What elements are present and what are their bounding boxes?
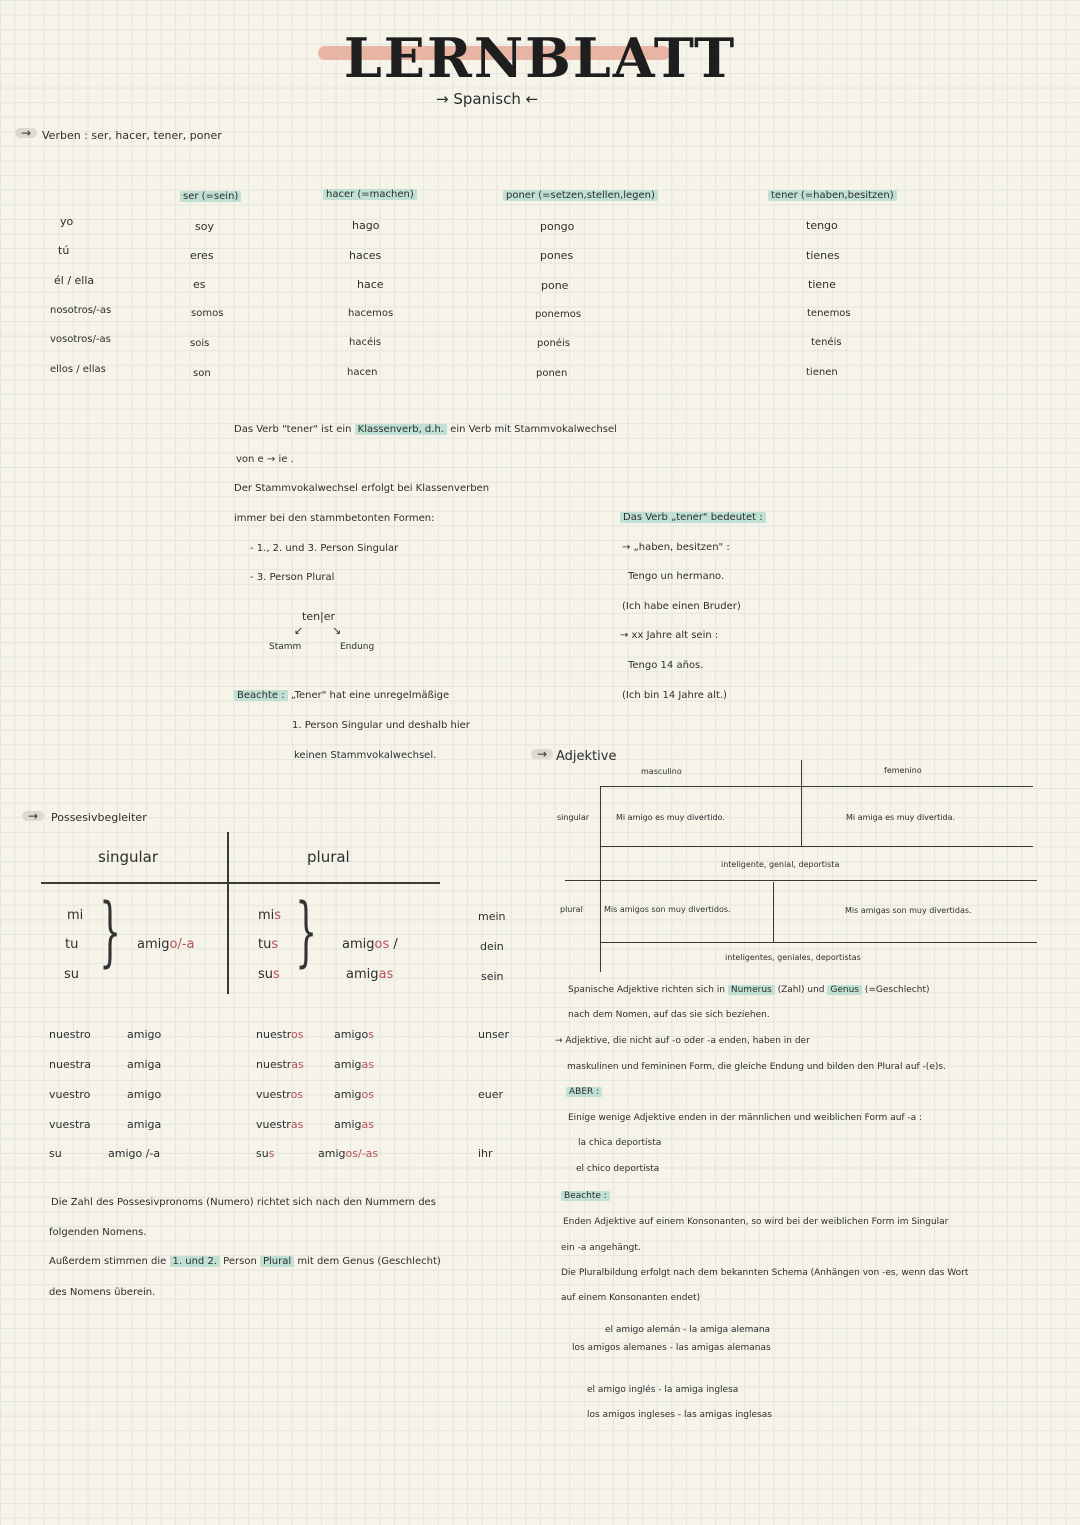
poner-form: ponemos bbox=[535, 309, 582, 320]
slash: / bbox=[389, 937, 398, 952]
highlight: Genus bbox=[827, 985, 862, 995]
tener-form: tenemos bbox=[807, 308, 851, 319]
plur-m: Mis amigos son muy divertidos. bbox=[604, 905, 731, 914]
ser-form: eres bbox=[190, 249, 214, 262]
ending: as bbox=[361, 1058, 374, 1071]
text: mit dem Genus (Geschlecht) bbox=[297, 1256, 441, 1267]
stem: amig bbox=[334, 1118, 362, 1131]
hacer-form: hace bbox=[357, 278, 384, 291]
stem: su bbox=[258, 967, 274, 982]
ending: os bbox=[361, 1088, 374, 1101]
adj-example: los amigos ingleses - las amigas inglesas bbox=[587, 1410, 772, 1420]
pronoun: vosotros/-as bbox=[50, 334, 111, 345]
adj-line bbox=[600, 846, 1033, 847]
highlight: 1. und 2. bbox=[170, 1256, 220, 1267]
singular-label: singular bbox=[557, 813, 590, 822]
plur-noun bbox=[334, 1088, 374, 1101]
tener-note-line1 bbox=[234, 424, 617, 435]
adjektive-heading: Adjektive bbox=[556, 749, 617, 764]
plur-pron bbox=[258, 937, 278, 952]
bedeutet-line: → „haben, besitzen" : bbox=[622, 542, 730, 553]
tener-note-line2: von e → ie . bbox=[236, 454, 294, 465]
bedeutet-line: Tengo un hermano. bbox=[628, 571, 725, 582]
ser-form: sois bbox=[190, 338, 210, 349]
ending: s bbox=[268, 1147, 275, 1160]
plural-label: plural bbox=[560, 905, 583, 914]
german-word: ihr bbox=[478, 1147, 493, 1160]
hacer-form: hacéis bbox=[349, 337, 382, 348]
pronoun: él / ella bbox=[54, 274, 95, 287]
sing-possessive: nuestro bbox=[49, 1028, 91, 1041]
german-word: unser bbox=[478, 1028, 509, 1041]
adj-example: los amigos alemanes - las amigas alemanas bbox=[572, 1343, 771, 1353]
stem: amig bbox=[334, 1088, 362, 1101]
pronoun: nosotros/-as bbox=[50, 305, 112, 316]
adj-line bbox=[600, 942, 1037, 943]
adj-note10: Die Pluralbildung erfolgt nach dem bekannten Schema (Anhängen von -es, wenn das Wort bbox=[561, 1268, 969, 1278]
beachte-line1 bbox=[234, 690, 449, 701]
text: Außerdem stimmen die bbox=[49, 1256, 167, 1267]
pronoun: tú bbox=[58, 244, 70, 257]
sing-noun: amigo /-a bbox=[108, 1147, 161, 1160]
poner-form: ponéis bbox=[537, 338, 570, 349]
adj-vline-left bbox=[600, 786, 601, 972]
possessiv-note3 bbox=[49, 1256, 441, 1267]
arrow-icon: → bbox=[531, 749, 553, 759]
tener-note-line5: - 1., 2. und 3. Person Singular bbox=[250, 543, 399, 554]
bedeutet-line: (Ich bin 14 Jahre alt.) bbox=[622, 690, 727, 701]
table-h-line bbox=[41, 882, 440, 884]
stem: amigo bbox=[334, 1028, 369, 1041]
plur-possessive bbox=[256, 1028, 304, 1041]
endung-label: Endung bbox=[340, 642, 375, 652]
plural-header: plural bbox=[307, 848, 350, 866]
ending: os bbox=[374, 937, 390, 952]
poner-form: ponen bbox=[536, 368, 568, 379]
adj-note2: nach dem Nomen, auf das sie sich beziehen. bbox=[568, 1010, 770, 1020]
arrow-right-icon: → bbox=[436, 90, 449, 108]
poner-form: pone bbox=[541, 279, 569, 292]
tener-note-line4: immer bei den stammbetonten Formen: bbox=[234, 513, 435, 524]
col-poner: poner (=setzen,stellen,legen) bbox=[503, 190, 658, 201]
german-word: sein bbox=[481, 970, 504, 983]
sing-possessive: su bbox=[49, 1147, 62, 1160]
sing-m: Mi amigo es muy divertido. bbox=[616, 813, 725, 822]
ending: as bbox=[290, 1118, 304, 1131]
stem: amig bbox=[318, 1147, 346, 1160]
tener-form: tienes bbox=[806, 249, 840, 262]
adj-note8: Enden Adjektive auf einem Konsonanten, so wird bei der weiblichen Form im Singular bbox=[563, 1217, 949, 1227]
ending: os/-as bbox=[345, 1147, 379, 1160]
text: Das Verb "tener" ist ein bbox=[234, 424, 352, 435]
sing-both: inteligente, genial, deportista bbox=[721, 860, 840, 869]
ending: s bbox=[273, 967, 280, 982]
ser-form: es bbox=[193, 278, 206, 291]
ending: o/-a bbox=[169, 937, 195, 952]
plur-pron bbox=[258, 967, 280, 982]
stamm-label: Stamm bbox=[269, 642, 302, 652]
plur-f: Mis amigas son muy divertidas. bbox=[845, 906, 972, 915]
tener-note-line6: - 3. Person Plural bbox=[250, 572, 335, 583]
possessiv-heading: Possesivbegleiter bbox=[51, 811, 147, 824]
tener-form: tiene bbox=[808, 278, 836, 291]
text: (=Geschlecht) bbox=[864, 985, 930, 995]
adj-line bbox=[600, 786, 1033, 787]
table-v-line bbox=[227, 832, 229, 994]
femenino-header: femenino bbox=[884, 766, 922, 775]
stem: vuestr bbox=[256, 1088, 291, 1101]
ser-form: soy bbox=[195, 220, 214, 233]
plur-possessive bbox=[256, 1118, 303, 1131]
adj-example: el amigo alemán - la amiga alemana bbox=[605, 1325, 771, 1335]
ending: as bbox=[291, 1058, 304, 1071]
possessiv-note1: Die Zahl des Possesivpronoms (Numero) richtet sich nach den Nummern des bbox=[51, 1197, 436, 1208]
stem: amig bbox=[137, 937, 170, 952]
sing-possessive: vuestro bbox=[49, 1088, 91, 1101]
col-ser: ser (=sein) bbox=[180, 191, 241, 202]
plur-pron bbox=[258, 908, 281, 923]
text: Person bbox=[223, 1256, 257, 1267]
ending: s bbox=[271, 937, 279, 952]
highlight: Numerus bbox=[728, 985, 775, 995]
plur-possessive bbox=[256, 1058, 304, 1071]
adj-vline bbox=[801, 760, 802, 846]
stem: nuestr bbox=[256, 1058, 292, 1071]
ser-form: son bbox=[193, 368, 211, 379]
ending: os bbox=[290, 1088, 304, 1101]
ending: as bbox=[378, 967, 394, 982]
arrow-left-icon: ← bbox=[525, 90, 539, 108]
arrow-icon: → bbox=[22, 811, 44, 821]
stem: vuestr bbox=[256, 1118, 291, 1131]
sing-noun: amigo bbox=[127, 1028, 162, 1041]
text: Spanische Adjektive richten sich in bbox=[568, 985, 725, 995]
sing-noun: amiga bbox=[127, 1118, 162, 1131]
bedeutet-heading: Das Verb „tener" bedeutet : bbox=[620, 512, 766, 523]
ending: os bbox=[291, 1028, 304, 1041]
tener-form: tienen bbox=[806, 367, 838, 378]
ser-form: somos bbox=[191, 308, 224, 319]
singular-header: singular bbox=[98, 848, 159, 866]
german-word: mein bbox=[478, 910, 506, 923]
bedeutet-line: (Ich habe einen Bruder) bbox=[622, 601, 741, 612]
hacer-form: hacen bbox=[347, 367, 378, 378]
beachte-line3: keinen Stammvokalwechsel. bbox=[294, 750, 437, 761]
possessiv-note2: folgenden Nomens. bbox=[49, 1227, 147, 1238]
brace-icon: } bbox=[295, 886, 318, 975]
bedeutet-line: → xx Jahre alt sein : bbox=[620, 630, 719, 641]
pronoun: yo bbox=[60, 215, 74, 228]
text: (Zahl) und bbox=[777, 985, 825, 995]
stem: amig bbox=[346, 967, 379, 982]
tener-form: tenéis bbox=[811, 337, 842, 348]
tener-note-line3: Der Stammvokalwechsel erfolgt bei Klassenverben bbox=[234, 483, 490, 494]
adj-note5: Einige wenige Adjektive enden in der männlichen und weiblichen Form auf -a : bbox=[568, 1113, 923, 1123]
sing-f: Mi amiga es muy divertida. bbox=[846, 813, 956, 822]
sing-possessive: vuestra bbox=[49, 1118, 91, 1131]
hacer-form: hago bbox=[352, 219, 380, 232]
ending: as bbox=[361, 1118, 374, 1131]
aber-label: ABER : bbox=[566, 1087, 602, 1097]
subtitle bbox=[436, 90, 538, 108]
german-word: dein bbox=[480, 940, 504, 953]
adj-note4: maskulinen und femininen Form, die gleiche Endung und bilden den Plural auf -(e)s. bbox=[567, 1062, 946, 1072]
text: „Tener" hat eine unregelmäßige bbox=[290, 690, 450, 701]
hacer-form: hacemos bbox=[348, 308, 394, 319]
adj-example: el amigo inglés - la amiga inglesa bbox=[587, 1385, 739, 1395]
stem: tu bbox=[258, 937, 272, 952]
poner-form: pones bbox=[540, 249, 574, 262]
plur-noun bbox=[342, 937, 398, 952]
arrow-icon: → bbox=[15, 128, 37, 138]
adj-note6: la chica deportista bbox=[578, 1138, 662, 1148]
adj-line bbox=[565, 880, 1037, 881]
adj-note9: ein -a angehängt. bbox=[561, 1243, 641, 1253]
plur-noun bbox=[334, 1028, 374, 1041]
plur-noun bbox=[346, 967, 393, 982]
beachte-line2: 1. Person Singular und deshalb hier bbox=[292, 720, 470, 731]
bedeutet-line: Tengo 14 años. bbox=[628, 660, 704, 671]
ending: s bbox=[368, 1028, 374, 1041]
sing-noun bbox=[137, 937, 195, 952]
sing-noun: amiga bbox=[127, 1058, 162, 1071]
col-hacer: hacer (=machen) bbox=[323, 189, 417, 200]
possessiv-note4: des Nomens überein. bbox=[49, 1287, 156, 1298]
adj-note1 bbox=[568, 985, 929, 995]
adj-note7: el chico deportista bbox=[576, 1164, 660, 1174]
sing-pron: su bbox=[64, 967, 80, 982]
plur-both: inteligentes, geniales, deportistas bbox=[725, 953, 861, 962]
adj-note11: auf einem Konsonanten endet) bbox=[561, 1293, 701, 1303]
plur-possessive bbox=[256, 1147, 274, 1160]
brace-icon: } bbox=[99, 886, 122, 975]
subtitle-text: Spanisch bbox=[453, 90, 521, 108]
adj-vline bbox=[773, 882, 774, 942]
stem: nuestr bbox=[256, 1028, 292, 1041]
sing-pron: tu bbox=[65, 937, 79, 952]
stem: su bbox=[256, 1147, 269, 1160]
german-word: euer bbox=[478, 1088, 504, 1101]
masculino-header: masculino bbox=[641, 767, 682, 776]
pronoun: ellos / ellas bbox=[50, 364, 106, 375]
adj-note3: → Adjektive, die nicht auf -o oder -a enden, haben in der bbox=[555, 1036, 810, 1046]
page-title: LERNBLATT bbox=[343, 26, 737, 90]
poner-form: pongo bbox=[540, 220, 575, 233]
adj-beachte: Beachte : bbox=[561, 1191, 610, 1201]
highlight: Plural bbox=[260, 1256, 294, 1267]
col-tener: tener (=haben,besitzen) bbox=[768, 190, 897, 201]
stem: mi bbox=[258, 908, 275, 923]
ending: s bbox=[274, 908, 282, 923]
plur-noun bbox=[334, 1118, 374, 1131]
tener-form: tengo bbox=[806, 219, 838, 232]
sing-noun: amigo bbox=[127, 1088, 162, 1101]
arrow-down-right-icon: ↘ bbox=[332, 624, 342, 637]
text: ein Verb mit Stammvokalwechsel bbox=[450, 424, 617, 435]
arrow-down-left-icon: ↙ bbox=[294, 624, 304, 637]
stem: amig bbox=[342, 937, 375, 952]
plur-possessive bbox=[256, 1088, 303, 1101]
plur-noun bbox=[334, 1058, 374, 1071]
sing-possessive: nuestra bbox=[49, 1058, 92, 1071]
stem: amig bbox=[334, 1058, 362, 1071]
highlight: Klassenverb, d.h. bbox=[355, 424, 447, 435]
plur-noun bbox=[318, 1147, 378, 1160]
hacer-form: haces bbox=[349, 249, 382, 262]
sing-pron: mi bbox=[67, 908, 84, 923]
verbs-heading: Verben : ser, hacer, tener, poner bbox=[42, 129, 222, 142]
beachte-label: Beachte : bbox=[234, 690, 288, 701]
tener-split-word: ten|er bbox=[302, 610, 336, 623]
